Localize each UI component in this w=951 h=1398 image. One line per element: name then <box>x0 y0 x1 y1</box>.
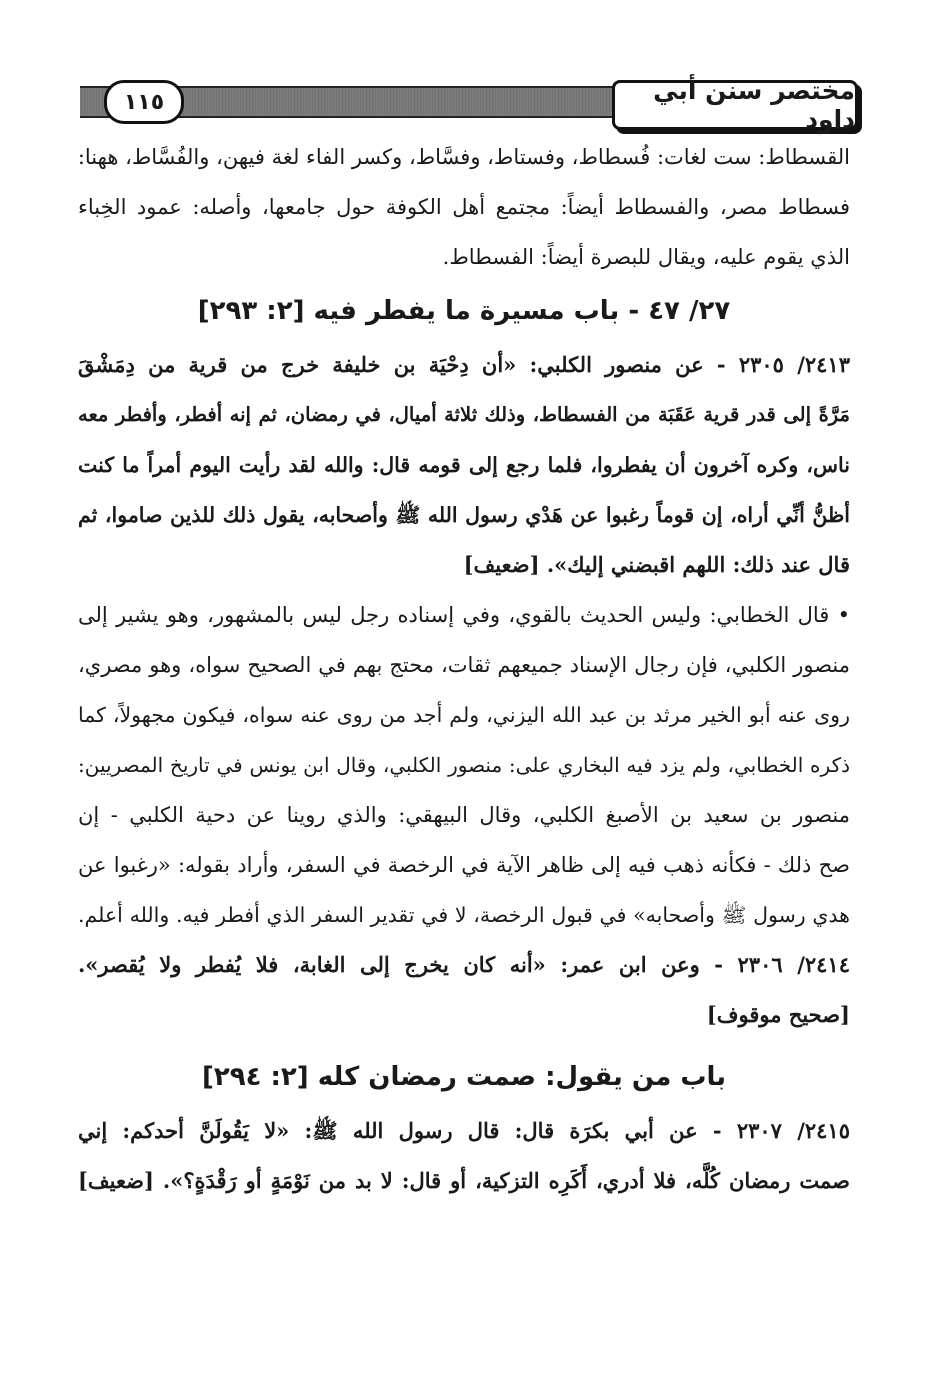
hadith-line: ناس، وكره آخرون أن يفطروا، فلما رجع إلى قومه قال: والله لقد رأيت اليوم أمراً ما كنت <box>78 453 850 477</box>
page-body <box>78 132 850 1206</box>
commentary-line: هدي رسول ﷺ وأصحابه» في قبول الرخصة، لا في تقدير السفر الذي أفطر فيه. والله أعلم. <box>78 903 850 927</box>
intro-line: فسطاط مصر، والفسطاط أيضاً: مجتمع أهل الكوفة حول جامعها، وأصله: عمود الخِباء <box>78 195 850 219</box>
chapter-heading: ٢٧/ ٤٧ - باب مسيرة ما يفطر فيه [٢: ٢٩٣] <box>197 296 731 326</box>
intro-line: القسطاط: ست لغات: فُسطاط، وفستاط، وفسَّاط، وكسر الفاء لغة فيهن، والفُسَّاط، ههنا: <box>78 145 850 169</box>
commentary-line: منصور بن سعيد بن الأصبغ الكلبي، وقال البيهقي: والذي روينا عن دحية الكلبي - إن <box>78 803 850 827</box>
hadith-2415 <box>78 1106 850 1206</box>
hadith-line: أظنُّ أنِّي أراه، إن قوماً رغبوا عن هَدْي رسول الله ﷺ وأصحابه، يقول ذلك للذين صاموا، ثم <box>78 503 850 527</box>
hadith-2413 <box>78 340 850 590</box>
commentary-paragraph <box>78 590 850 940</box>
chapter-heading: باب من يقول: صمت رمضان كله [٢: ٢٩٤] <box>201 1062 727 1092</box>
commentary-line: ذكره الخطابي، ولم يزد فيه البخاري على: منصور الكلبي، وقال ابن يونس في تاريخ المصريين: <box>78 753 850 777</box>
commentary-line: صح ذلك - فكأنه ذهب فيه إلى ظاهر الآية في الرخصة في السفر، وأراد بقوله: «رغبوا عن <box>78 853 850 877</box>
hadith-line: ٢٤١٣/ ٢٣٠٥ - عن منصور الكلبي: «أن دِحْيَة بن خليفة خرج من قرية من دِمَشْقَ <box>78 352 850 377</box>
hadith-2414 <box>78 940 850 1040</box>
intro-line: الذي يقوم عليه، ويقال للبصرة أيضاً: الفسطاط. <box>442 245 850 269</box>
hadith-line: ٢٤١٥/ ٢٣٠٧ - عن أبي بكرَة قال: قال رسول الله ﷺ: «لا يَقُولَنَّ أحدكم: إني <box>78 1118 850 1143</box>
book-title: مختصر سنن أبي داود <box>612 80 858 130</box>
hadith-line: مَرَّةً إلى قدر قرية عَقَبَة من الفسطاط، وذلك ثلاثة أميال، في رمضان، ثم إنه أفطر، وأفطر معه <box>78 403 850 426</box>
commentary-line: روى عنه أبو الخير مرثد بن عبد الله اليزني، ولم أجد من روى عنه سواه، فيكون مجهولاً، كما <box>78 703 850 727</box>
spacer <box>78 1040 850 1048</box>
intro-paragraph <box>78 132 850 282</box>
commentary-line: • قال الخطابي: وليس الحديث بالقوي، وفي إسناده رجل ليس بالمشهور، وهو يشير إلى <box>78 603 850 627</box>
hadith-line: قال عند ذلك: اللهم اقبضني إليك». [ضعيف] <box>463 552 850 577</box>
commentary-line: منصور الكلبي، فإن رجال الإسناد جميعهم ثقات، محتج بهم في الصحيح سواه، وهو مصري، <box>78 653 850 677</box>
hadith-grade: [صحيح موقوف] <box>706 1002 850 1027</box>
page-number: ١١٥ <box>104 80 184 124</box>
hadith-line: ٢٤١٤/ ٢٣٠٦ - وعن ابن عمر: «أنه كان يخرج إلى الغابة، فلا يُفطر ولا يُقصر». <box>78 952 850 977</box>
hadith-line: صمت رمضان كُلَّه، فلا أدري، أَكَرِه التزكية، أو قال: لا بد من نَوْمَةٍ أو رَقْدَةٍ؟». [ضعيف] <box>78 1168 850 1193</box>
